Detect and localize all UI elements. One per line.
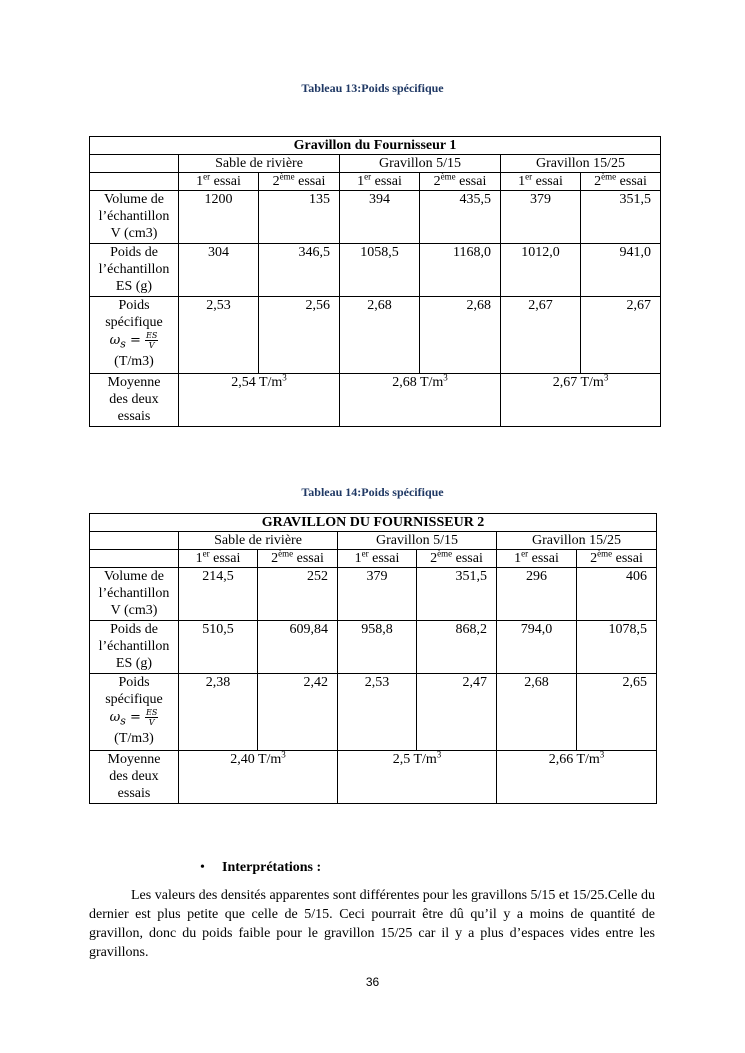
table-cell: 2,67 (581, 297, 661, 374)
table-row (90, 674, 657, 751)
table-cell: 296 (497, 568, 577, 621)
trial-header: 1er essai (338, 550, 417, 568)
trial-header: 2ème essai (258, 550, 338, 568)
group-header: Gravillon 15/25 (497, 532, 657, 550)
empty-cell (90, 173, 179, 191)
interpretation-heading: • Interprétations : (200, 860, 322, 875)
trial-header: 2ème essai (417, 550, 497, 568)
table-cell: 304 (179, 244, 259, 297)
row-label: Poids spécifique $\omega_s$ = $\frac{ES}{V}$ (T/m3) (90, 297, 179, 374)
group-header: Gravillon 5/15 (340, 155, 501, 173)
table-cell: 1200 (179, 191, 259, 244)
table-cell: 510,5 (179, 621, 258, 674)
page-number: 36 (365, 975, 380, 989)
table-row (90, 191, 661, 244)
table-cell: 2,68 (420, 297, 501, 374)
table-row (90, 568, 657, 621)
bullet-icon: • (200, 860, 205, 875)
table-row (90, 244, 661, 297)
table-cell: 379 (501, 191, 581, 244)
row-label: Volume de l’échantillon V (cm3) (90, 191, 179, 244)
group-header: Gravillon 5/15 (338, 532, 497, 550)
table-cell: 958,8 (338, 621, 417, 674)
table-row (90, 297, 661, 374)
table-14 (89, 513, 657, 804)
mean-cell: 2,5 $T/m^3$ (338, 751, 497, 804)
empty-cell (90, 155, 179, 173)
table-cell: 1058,5 (340, 244, 420, 297)
table-13 (89, 136, 661, 427)
empty-cell (90, 550, 179, 568)
row-label: Moyenne des deux essais (90, 751, 179, 804)
table-title: Gravillon du Fournisseur 1 (90, 137, 661, 155)
trial-header: 1er essai (179, 173, 259, 191)
table-cell: 2,53 (338, 674, 417, 751)
trial-header: 2ème essai (577, 550, 657, 568)
trial-header: 1er essai (179, 550, 258, 568)
mean-row (90, 374, 661, 427)
trial-header: 2ème essai (581, 173, 661, 191)
group-header: Gravillon 15/25 (501, 155, 661, 173)
table-cell: 2,56 (259, 297, 340, 374)
table-13-caption: Tableau 13:Poids spécifique (301, 81, 444, 95)
trial-header: 1er essai (501, 173, 581, 191)
empty-cell (90, 532, 179, 550)
row-label: Volume de l’échantillon V (cm3) (90, 568, 179, 621)
table-cell: 379 (338, 568, 417, 621)
mean-cell: 2,40 $T/m^3$ (179, 751, 338, 804)
table-cell: 2,47 (417, 674, 497, 751)
row-label: Poids de l’échantillon ES (g) (90, 621, 179, 674)
table-cell: 2,38 (179, 674, 258, 751)
table-cell: 941,0 (581, 244, 661, 297)
table-cell: 214,5 (179, 568, 258, 621)
specific-weight-formula: $\omega_s$ = $\frac{ES}{V}$ (109, 331, 158, 351)
table-cell: 1078,5 (577, 621, 657, 674)
trial-header: 2ème essai (259, 173, 340, 191)
table-cell: 794,0 (497, 621, 577, 674)
mean-cell: 2,68 $T/m^3$ (340, 374, 501, 427)
table-cell: 406 (577, 568, 657, 621)
table-cell: 1012,0 (501, 244, 581, 297)
table-14-caption: Tableau 14:Poids spécifique (301, 485, 444, 499)
table-cell: 2,68 (497, 674, 577, 751)
table-cell: 346,5 (259, 244, 340, 297)
table-cell: 2,67 (501, 297, 581, 374)
table-row (90, 621, 657, 674)
table-cell: 135 (259, 191, 340, 244)
table-cell: 2,68 (340, 297, 420, 374)
table-cell: 609,84 (258, 621, 338, 674)
table-cell: 2,53 (179, 297, 259, 374)
table-cell: 435,5 (420, 191, 501, 244)
trial-header-row (90, 173, 661, 191)
group-header: Sable de rivière (179, 532, 338, 550)
interpretation-paragraph: Les valeurs des densités apparentes sont différentes pour les gravillons 5/15 et 15/25.Celle du dernier est plus petite que celle de 5/15. Ceci pourrait être dû qu’il y a moins de quantité de gravillon, donc du poids faible pour le gravillon 15/25 car il y a plus d’espaces vides entre les gravillons. (89, 888, 655, 960)
trial-header: 1er essai (497, 550, 577, 568)
table-cell: 351,5 (581, 191, 661, 244)
row-label: Moyenne des deux essais (90, 374, 179, 427)
mean-row (90, 751, 657, 804)
mean-cell: 2,54 $T/m^3$ (179, 374, 340, 427)
row-label: Poids spécifique $\omega_s$ = $\frac{ES}{V}$ (T/m3) (90, 674, 179, 751)
trial-header: 1er essai (340, 173, 420, 191)
specific-weight-formula: $\omega_s$ = $\frac{ES}{V}$ (109, 708, 158, 728)
trial-header-row (90, 550, 657, 568)
table-title: GRAVILLON DU FOURNISSEUR 2 (90, 514, 657, 532)
table-cell: 868,2 (417, 621, 497, 674)
trial-header: 2ème essai (420, 173, 501, 191)
group-header: Sable de rivière (179, 155, 340, 173)
mean-cell: 2,67 $T/m^3$ (501, 374, 661, 427)
table-cell: 2,42 (258, 674, 338, 751)
table-cell: 252 (258, 568, 338, 621)
mean-cell: 2,66 $T/m^3$ (497, 751, 657, 804)
table-cell: 394 (340, 191, 420, 244)
table-cell: 2,65 (577, 674, 657, 751)
table-cell: 1168,0 (420, 244, 501, 297)
row-label: Poids de l’échantillon ES (g) (90, 244, 179, 297)
table-cell: 351,5 (417, 568, 497, 621)
